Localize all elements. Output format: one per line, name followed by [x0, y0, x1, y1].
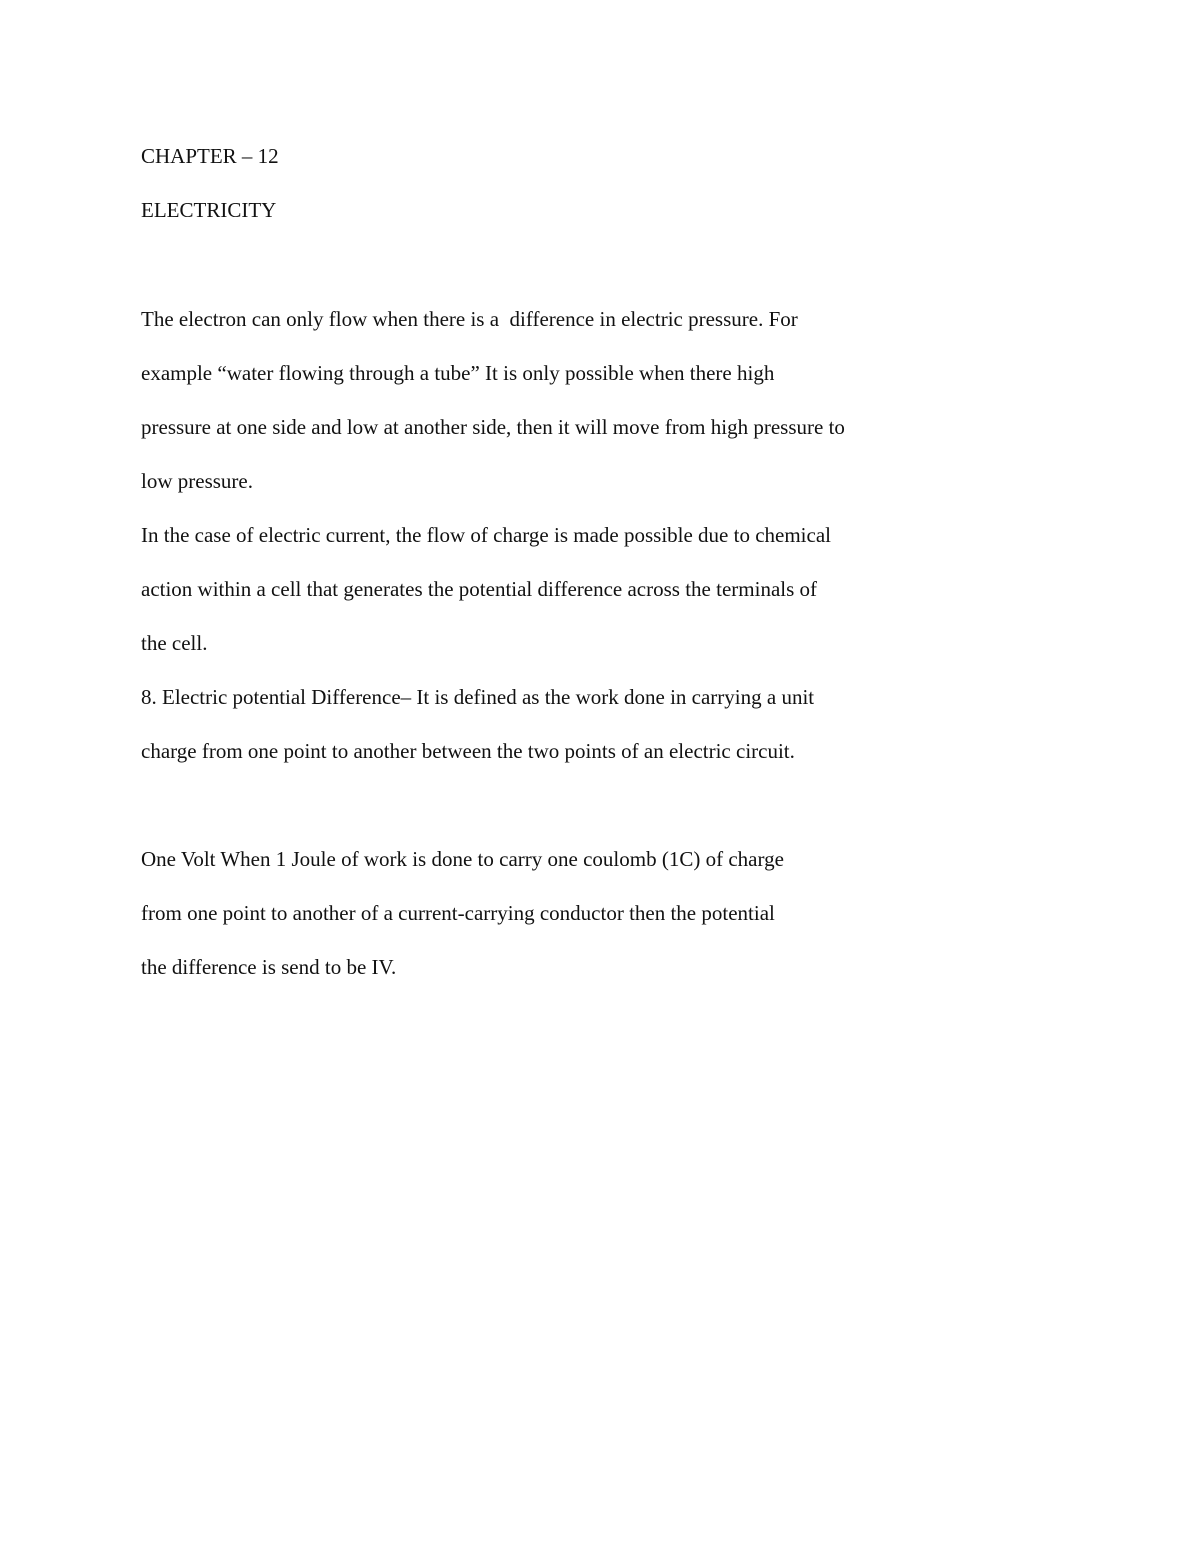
text-line: 8. Electric potential Difference– It is defined as the work done in carrying a unit: [141, 685, 815, 709]
text-line: action within a cell that generates the potential difference across the terminals of: [141, 577, 818, 601]
text-line: example “water flowing through a tube” It is only possible when there high: [141, 361, 775, 385]
text-line: In the case of electric current, the flow of charge is made possible due to chemical: [141, 523, 831, 547]
text-line: The electron can only flow when there is a difference in electric pressure. For: [141, 307, 798, 331]
text-line: the difference is send to be IV.: [141, 955, 397, 979]
text-line: charge from one point to another between the two points of an electric circuit.: [141, 739, 795, 763]
text-line: from one point to another of a current-carrying conductor then the potential: [141, 901, 775, 925]
text-line: One Volt When 1 Joule of work is done to carry one coulomb (1C) of charge: [141, 847, 784, 871]
text-line: low pressure.: [141, 469, 253, 493]
chapter-heading: CHAPTER – 12: [141, 144, 279, 168]
text-line: pressure at one side and low at another side, then it will move from high pressure to: [141, 415, 845, 439]
text-line: the cell.: [141, 631, 208, 655]
chapter-title: ELECTRICITY: [141, 198, 277, 222]
